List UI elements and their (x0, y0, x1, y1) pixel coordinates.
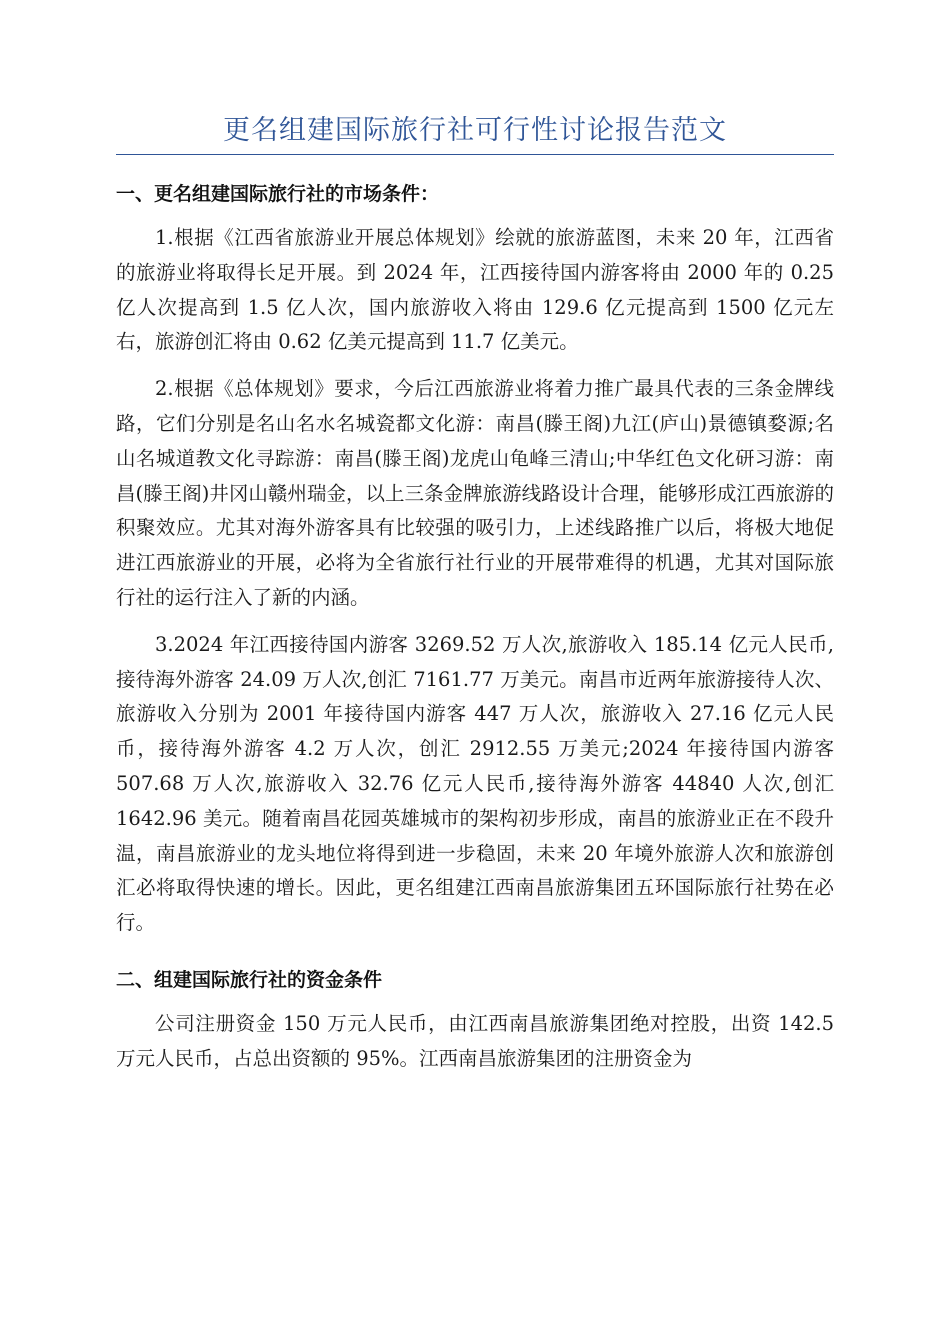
document-page (116, 112, 834, 1089)
document-title: 更名组建国际旅行社可行性讨论报告范文 (116, 112, 834, 155)
section-1-paragraph-1: 1.根据《江西省旅游业开展总体规划》绘就的旅游蓝图，未来 20 年，江西省的旅游业将取得长足开展。到 2024 年，江西接待国内游客将由 2000 年的 0.25 亿人次提高到 1.5 亿人次，国内旅游收入将由 129.6 亿元提高到 1500 亿元左右，旅游创汇将由 0.62 亿美元提高到 11.7 亿美元。 (116, 226, 834, 354)
section-1-heading: 一、更名组建国际旅行社的市场条件： (116, 183, 440, 205)
section-2-heading: 二、组建国际旅行社的资金条件 (116, 968, 383, 991)
section-2-paragraph-1: 公司注册资金 150 万元人民币，由江西南昌旅游集团绝对控股，出资 142.5 万元人民币，占总出资额的 95%。江西南昌旅游集团的注册资金为 (116, 1011, 834, 1070)
section-1-paragraph-3: 3.2024 年江西接待国内游客 3269.52 万人次,旅游收入 185.14 亿元人民币,接待海外游客 24.09 万人次,创汇 7161.77 万美元。南昌市近两年旅游接待人次、旅游收入分别为 2001 年接待国内游客 447 万人次，旅游收入 27.16 亿元人民币，接待海外游客 4.2 万人次，创汇 2912.55 万美元;2024 年接待国内游客 507.68 万人次,旅游收入 32.76 亿元人民币,接待海外游客 44840 人次,创汇 1642.96 美元。随着南昌花园英雄城市的架构初步形成，南昌的旅游业正在不段升温，南昌旅游业的龙头地位将得到进一步稳固，未来 20 年境外旅游人次和旅游创汇必将取得快速的增长。因此，更名组建江西南昌旅游集团五环国际旅行社势在必行。 (116, 632, 834, 935)
section-1-paragraph-2: 2.根据《总体规划》要求，今后江西旅游业将着力推广最具代表的三条金牌线路，它们分别是名山名水名城瓷都文化游：南昌(滕王阁)九江(庐山)景德镇婺源;名山名城道教文化寻踪游：南昌(滕王阁)龙虎山龟峰三清山;中华红色文化研习游：南昌(滕王阁)井冈山赣州瑞金，以上三条金牌旅游线路设计合理，能够形成江西旅游的积聚效应。尤其对海外游客具有比较强的吸引力，上述线路推广以后，将极大地促进江西旅游业的开展，必将为全省旅行社行业的开展带难得的机遇，尤其对国际旅行社的运行注入了新的内涵。 (116, 377, 834, 609)
